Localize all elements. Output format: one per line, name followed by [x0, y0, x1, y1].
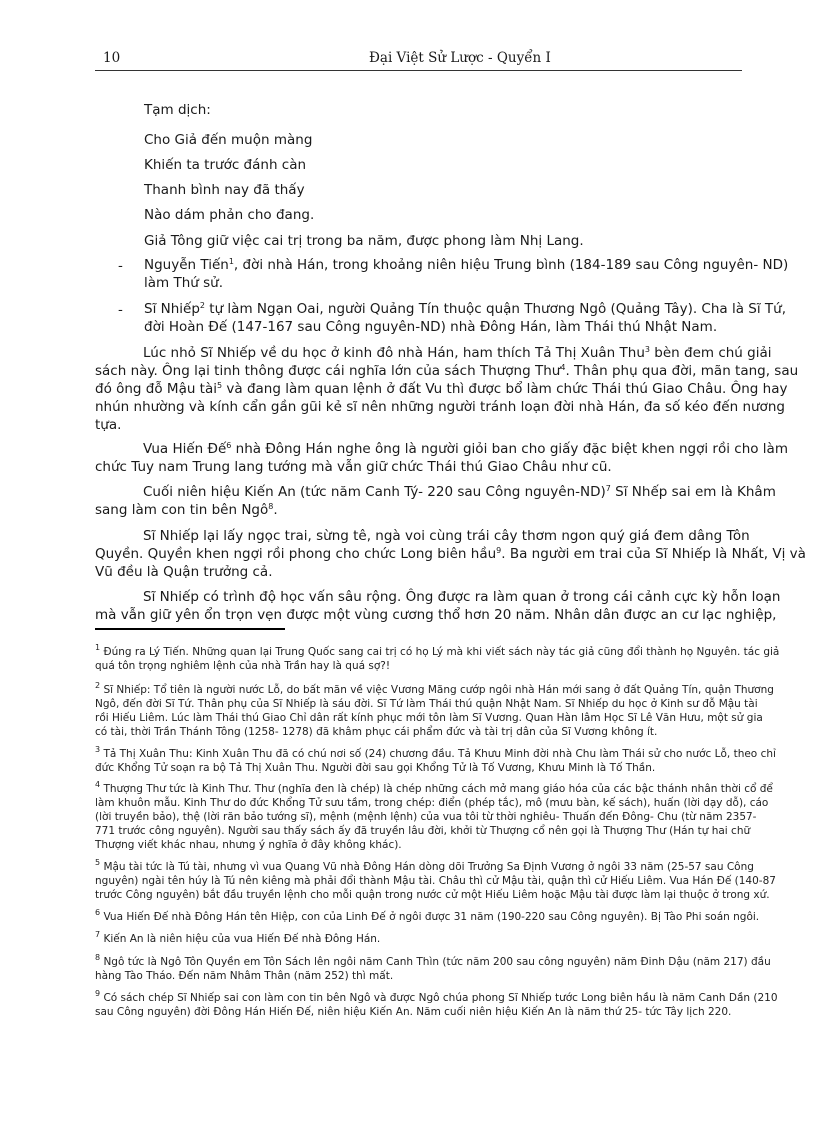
text-segment: quá tôn trọng nghiêm lệnh của nhà Trần hay là quá sợ?!: [95, 660, 391, 672]
text-segment: Lúc nhỏ Sĩ Nhiếp về du học ở kinh đô nhà Hán, ham thích Tả Thị Xuân Thu: [143, 345, 645, 361]
text-segment: đó ông đỗ Mậu tài: [95, 381, 218, 397]
footnote-mark: 3: [644, 345, 650, 354]
text-segment: Ngô tức là Ngô Tôn Quyền em Tôn Sách lên ngôi năm Canh Thìn (tức năm 200 sau công nguyên) năm Đinh Dậu (năm 217) đầu: [103, 956, 771, 968]
text-segment: Vũ đều là Quận trưởng cả.: [95, 564, 273, 580]
footnote-separator: [95, 628, 285, 630]
poem-intro: Tạm dịch:: [144, 102, 211, 118]
footnote-number: 3: [95, 745, 101, 754]
footnote: [95, 681, 774, 739]
text-segment: Đúng ra Lý Tiến. Những quan lại Trung Quốc sang cai trị có họ Lý mà khi viết sách này tác giả cũng đổi thành họ Nguyên. tác giả: [103, 646, 780, 658]
text-segment: Có sách chép Sĩ Nhiếp sai con làm con tin bên Ngô và được Ngô chúa phong Sĩ Nhiếp tước Long biên hầu là năm Canh Dần (210: [103, 992, 778, 1004]
text-segment: Mậu tài tức là Tú tài, nhưng vì vua Quang Vũ nhà Đông Hán dòng dõi Trưởng Sa Định Vương ở ngôi 33 năm (25-57 sau Công: [103, 861, 754, 873]
text-segment: chức Tuy nam Trung lang tướng mà vẫn giữ chức Thái thú Giao Châu như cũ.: [95, 459, 612, 475]
bullet-dash: -: [118, 302, 123, 318]
text-segment: 771 trước công nguyên). Người sau thấy sách ấy đã truyền lâu đời, khởi từ Thượng cổ nên gọi là Thượng Thư (Hán tự hai chữ: [95, 825, 751, 837]
footnote-mark: 8: [268, 502, 274, 511]
text-segment: bèn đem chú giải: [650, 345, 772, 361]
text-segment: làm khuôn mẫu. Kinh Thư do đức Khổng Tử sưu tầm, trong chép: điển (phép tắc), mô (mưu bàn, kế sách), huấn (lời dạy dỗ), cáo: [95, 797, 769, 809]
text-segment: Sĩ Nhiếp lại lấy ngọc trai, sừng tê, ngà voi cùng trái cây thơm ngon quý giá đem dâng Tôn: [143, 528, 750, 544]
footnote-mark: 1: [228, 257, 234, 266]
text-segment: hàng Tào Tháo. Đến năm Nhâm Thân (năm 252) thì mất.: [95, 970, 394, 982]
text-segment: . Thân phụ qua đời, mãn tang, sau: [565, 363, 799, 379]
text-segment: trước Công nguyên) bắt đầu truyền lệnh cho mỗi quận trong nước cử một Hiếu Liêm hoặc Mậu tài được làm lại thuộc ở trong xứ.: [95, 889, 770, 901]
bullet-item: [144, 300, 786, 336]
text-segment: (lời truyền bảo), thệ (lời răn bảo tướng sĩ), mệnh (mệnh lệnh) của vua tôi từ thời nghiêu- Thuấn đến Đông- Chu (từ năm 2357-: [95, 811, 757, 823]
text-segment: đời Hoàn Đế (147-167 sau Công nguyên-ND) nhà Đông Hán, làm Thái thú Nhật Nam.: [144, 319, 718, 335]
text-segment: mà vẫn giữ yên ổn trọn vẹn được một vùng cương thổ hơn 20 năm. Nhân dân được an cư lạc nghiệp,: [95, 607, 777, 623]
text-segment: tự làm Ngạn Oai, người Quảng Tín thuộc quận Thương Ngô (Quảng Tây). Cha là Sĩ Tứ,: [205, 301, 786, 317]
text-segment: Thượng Thư tức là Kinh Thư. Thư (nghĩa đen là chép) là chép những cách mở mang giáo hóa của các bậc thánh nhân thời cổ để: [103, 783, 773, 795]
text-segment: Sĩ Nhiếp có trình độ học vấn sâu rộng. Ông được ra làm quan ở trong cái cảnh cực kỳ hỗn loạn: [143, 589, 781, 605]
footnote-number: 6: [95, 908, 101, 917]
text-segment: nhà Đông Hán nghe ông là người giỏi ban cho giấy đặc biệt khen ngợi rồi cho làm: [231, 441, 788, 457]
text-segment: Tả Thị Xuân Thu: Kinh Xuân Thu đã có chú nơi số (24) chương đầu. Tả Khưu Minh đời nhà Chu làm Thái sử cho nước Lỗ, theo chỉ: [103, 748, 776, 760]
text-segment: Sĩ Nhếp sai em là Khâm: [610, 484, 776, 500]
text-segment: , đời nhà Hán, trong khoảng niên hiệu Trung bình (184-189 sau Công nguyên- ND): [233, 257, 789, 273]
text-segment: rồi Hiếu Liêm. Lúc làm Thái thú Giao Chỉ dân rất kính phục mới tôn làm Sĩ Vương. Quan Hàn lâm Học Sĩ Lê Văn Hưu, một sử gia: [95, 712, 763, 724]
footnote-number: 7: [95, 930, 101, 939]
text-segment: Quyền. Quyền khen ngợi rồi phong cho chức Long biên hầu: [95, 546, 497, 562]
footnote: [95, 953, 771, 983]
footnote: [95, 932, 742, 946]
footnote-number: 2: [95, 681, 101, 690]
footnote-number: 9: [95, 989, 101, 998]
poem-line: Khiến ta trước đánh càn: [144, 157, 307, 173]
text-segment: có tài, thời Trần Thánh Tông (1258- 1278) đã khâm phục cái phẩm đức và tài trị dân của Sĩ Vương không ít.: [95, 726, 658, 738]
text-segment: làm Thứ sử.: [144, 275, 223, 291]
book-title: Đại Việt Sử Lược - Quyển I: [369, 50, 551, 66]
text-segment: Vua Hiến Đế: [143, 441, 227, 457]
text-segment: Cuối niên hiệu Kiến An (tức năm Canh Tý- 220 sau Công nguyên-ND): [143, 484, 606, 500]
footnote-number: 4: [95, 780, 101, 789]
body-paragraph: [95, 440, 788, 476]
person-name: Nguyễn Tiến: [144, 257, 229, 273]
footnote: [95, 989, 778, 1019]
text-segment: tựa.: [95, 417, 122, 433]
page-header: [95, 50, 742, 70]
text-segment: Thượng viết khác nhau, nhưng ý nghĩa ở đây không khác).: [95, 839, 402, 851]
footnote-number: 1: [95, 643, 101, 652]
footnote: [95, 908, 760, 924]
footnote-mark: 9: [496, 546, 502, 555]
text-segment: sang làm con tin bên Ngô: [95, 502, 269, 518]
footnote: [95, 643, 780, 673]
text-segment: và đang làm quan lệnh ở đất Vu thì được bổ làm chức Thái thú Giao Châu. Ông hay: [222, 381, 788, 397]
poem-line: Nào dám phản cho đang.: [144, 207, 315, 223]
footnote: [95, 745, 776, 775]
footnote-number: 5: [95, 858, 101, 867]
text-segment: nhún nhường và kính cẩn gần gũi kẻ sĩ nên những người tránh loạn đời nhà Hán, đa số kéo đến nương: [95, 399, 785, 415]
text-segment: sau Công nguyên) đời Đông Hán Hiến Đế, niên hiệu Kiến An. Năm cuối niên hiệu Kiến An là năm thứ 25- tức Tây lịch 220.: [95, 1006, 732, 1018]
text-segment: Sĩ Nhiếp: Tổ tiên là người nước Lỗ, do bất mãn về việc Vương Mãng cướp ngôi nhà Hán mới sang ở đất Quảng Tín, quận Thương: [103, 684, 774, 696]
footnote-mark: 2: [199, 301, 205, 310]
poem-line: Cho Giả đến muộn màng: [144, 132, 313, 148]
text-segment: Vua Hiến Đế nhà Đông Hán tên Hiệp, con của Linh Đế ở ngôi được 31 năm (190-220 sau Công nguyên). Bị Tào Phi soán ngôi.: [103, 911, 760, 923]
text-segment: .: [273, 502, 278, 518]
footnote-mark: 4: [560, 363, 566, 372]
text-segment: đức Khổng Tử soạn ra bộ Tả Thị Xuân Thu. Người đời sau gọi Khổng Tử là Tố Vương, Khưu Minh là Tố Thần.: [95, 762, 656, 774]
body-paragraph: [95, 588, 781, 624]
footnote: [95, 858, 776, 902]
bullet-item: [144, 256, 789, 292]
person-name: Sĩ Nhiếp: [144, 301, 200, 317]
text-segment: Ngô, đến đời Sĩ Tứ. Thân phụ của Sĩ Nhiếp là sáu đời. Sĩ Tứ làm Thái thú quận Nhật Nam. Sĩ Nhiếp du học ở Kinh sư đỗ Mậu tài: [95, 698, 758, 710]
page-number: 10: [103, 50, 121, 66]
body-paragraph: [95, 527, 806, 581]
body-paragraph: [95, 483, 776, 519]
text-segment: sách này. Ông lại tinh thông được cái nghĩa lớn của sách Thượng Thư: [95, 363, 561, 379]
footnote-mark: 7: [605, 484, 611, 493]
text-segment: nguyên) ngài tên húy là Tú nên kiêng mà phải đổi thành Mậu tài. Châu thì cử Mậu tài, quận thì cử Hiếu Liêm. Vua Hán Đế (140-87: [95, 875, 776, 887]
poem-line: Thanh bình nay đã thấy: [144, 182, 305, 198]
body-paragraph: [95, 344, 799, 434]
text-segment: Kiến An là niên hiệu của vua Hiến Đế nhà Đông Hán.: [103, 933, 381, 945]
footnote-mark: 5: [217, 381, 223, 390]
poem-closing: Giả Tông giữ việc cai trị trong ba năm, được phong làm Nhị Lang.: [144, 233, 584, 249]
footnote: [95, 780, 773, 852]
footnote-mark: 6: [226, 441, 232, 450]
header-rule: [95, 70, 742, 71]
bullet-dash: -: [118, 258, 123, 274]
footnote-number: 8: [95, 953, 101, 962]
text-segment: . Ba người em trai của Sĩ Nhiếp là Nhất, Vị và: [501, 546, 806, 562]
